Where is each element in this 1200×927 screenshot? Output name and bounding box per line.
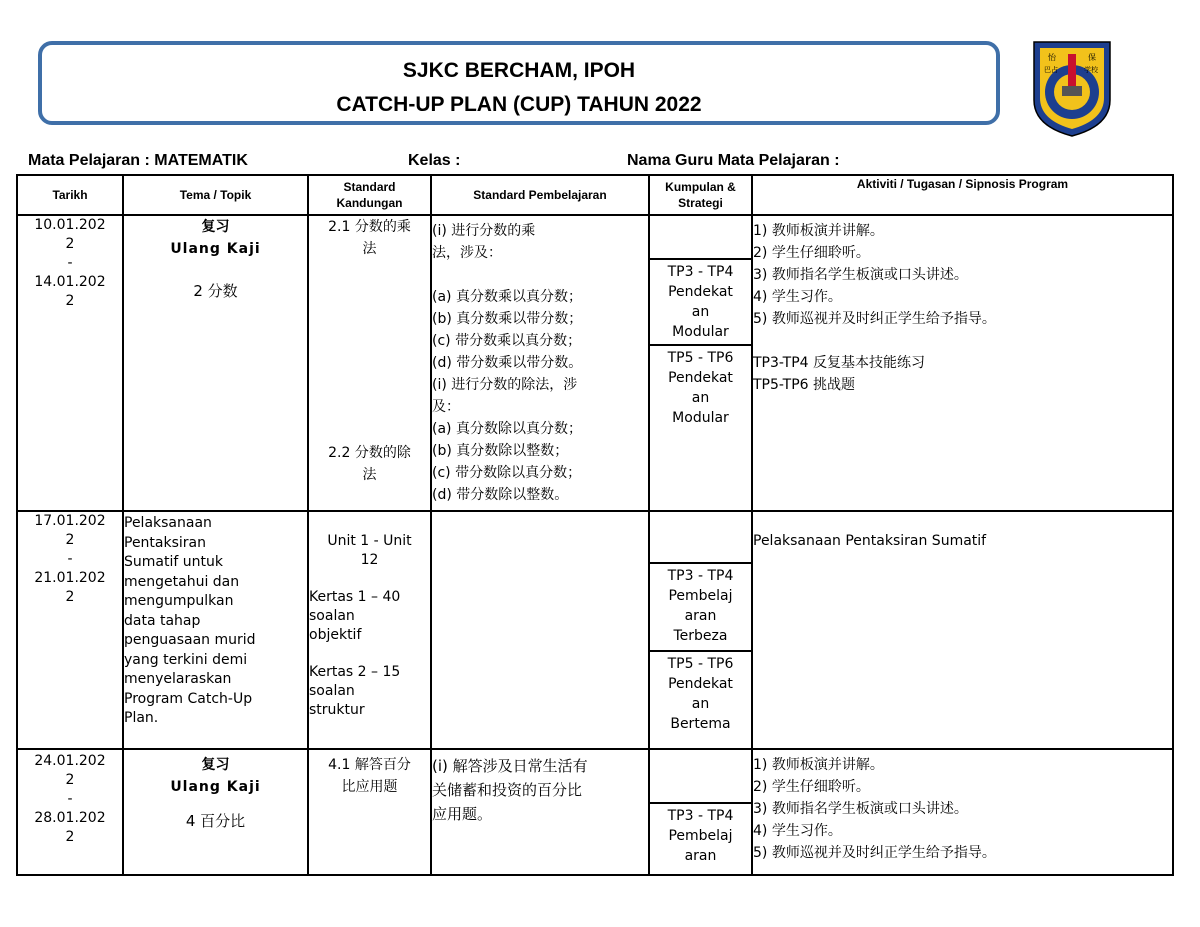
- activity-cell: 1) 教师板演并讲解。 2) 学生仔细聆听。 3) 教师指名学生板演或口头讲述。 4) 学生习作。 5) 教师巡视并及时纠正学生给予指导。: [752, 749, 1173, 875]
- topic-cn: 复习: [201, 757, 230, 773]
- svg-text:保: 保: [1088, 53, 1096, 62]
- tp-group: [650, 346, 751, 510]
- tp-range: TP3 - TP4: [667, 264, 734, 280]
- activity-cell: 1) 教师板演并讲解。 2) 学生仔细聆听。 3) 教师指名学生板演或口头讲述。 4) 学生习作。 5) 教师巡视并及时纠正学生给予指导。 TP3-TP4 反复基本技能练习 TP5-TP6 挑战题: [752, 215, 1173, 511]
- subject-label: Mata Pelajaran : MATEMATIK: [28, 152, 248, 169]
- sk-cell: 4.1 解答百分 比应用题: [308, 749, 431, 875]
- tp-strategy: Pendekat an Modular: [668, 370, 733, 426]
- sk-cell: [308, 511, 431, 749]
- tp-strategy: Pembelaj aran Terbeza: [668, 588, 733, 644]
- tp-group: [650, 564, 751, 652]
- svg-text:怡: 怡: [1048, 53, 1056, 62]
- svg-text:学校: 学校: [1084, 66, 1098, 74]
- sp-cell: (i) 解答涉及日常生活有 关储蓄和投资的百分比 应用题。: [431, 749, 649, 875]
- topic-cell: [123, 749, 308, 875]
- topic-bm: Ulang Kaji: [170, 779, 261, 795]
- topic-cell: [123, 215, 308, 511]
- kumpulan-cell: [649, 749, 752, 875]
- table-row: [17, 749, 1173, 875]
- school-name: SJKC BERCHAM, IPOH: [402, 59, 636, 82]
- sk-item: 2.2 分数的除 法: [328, 445, 411, 483]
- table-row: [17, 511, 1173, 749]
- plan-title: CATCH-UP PLAN (CUP) TAHUN 2022: [336, 93, 702, 116]
- tp-range: TP5 - TP6: [667, 656, 734, 672]
- date-cell: 10.01.202 2 - 14.01.202 2: [17, 215, 123, 511]
- lesson-plan-table: [16, 174, 1174, 876]
- sp-cell: [431, 511, 649, 749]
- school-logo-icon: [1032, 40, 1112, 138]
- sk-item: Kertas 2 – 15 soalan struktur: [309, 664, 401, 718]
- sk-cell: [308, 215, 431, 511]
- tp-range: TP3 - TP4: [667, 808, 734, 824]
- date-cell: 24.01.202 2 - 28.01.202 2: [17, 749, 123, 875]
- col-tarikh: Tarikh: [17, 175, 123, 215]
- col-aktiviti: Aktiviti / Tugasan / Sipnosis Program: [752, 175, 1173, 215]
- tp-group: [650, 260, 751, 346]
- tp-range: TP5 - TP6: [667, 350, 734, 366]
- tp-group: [650, 652, 751, 748]
- table-row: [17, 215, 1173, 511]
- sp-cell: (i) 进行分数的乘 法，涉及： (a) 真分数乘以真分数； (b) 真分数乘以带分数； (c) 带分数乘以真分数； (d) 带分数乘以带分数。 (i) 进行分数的除法，涉 及： (a) 真分数除以真分数； (b) 真分数除以整数； (c) 带分数除以真分数； (d) 带分数除以整数。: [431, 215, 649, 511]
- sk-item: 2.1 分数的乘 法: [328, 219, 411, 257]
- col-kumpulan: Kumpulan & Strategi: [649, 175, 752, 215]
- col-sp: Standard Pembelajaran: [431, 175, 649, 215]
- activity-cell: Pelaksanaan Pentaksiran Sumatif: [752, 511, 1173, 749]
- svg-text:巴占: 巴占: [1044, 66, 1058, 74]
- topic-cell: Pelaksanaan Pentaksiran Sumatif untuk mengetahui dan mengumpulkan data tahap penguasaan murid yang terkini demi menyelaraskan Program Catch-Up Plan.: [123, 511, 308, 749]
- topic-cn: 复习: [201, 219, 230, 235]
- col-sk: Standard Kandungan: [308, 175, 431, 215]
- topic-sub: 4 百分比: [185, 812, 246, 830]
- tp-strategy: Pembelaj aran: [668, 828, 733, 864]
- teacher-label: Nama Guru Mata Pelajaran :: [627, 152, 840, 169]
- sk-item: Unit 1 - Unit 12: [327, 533, 412, 568]
- title-box: [38, 41, 1000, 125]
- tp-strategy: Pendekat an Modular: [668, 284, 733, 340]
- tp-range: TP3 - TP4: [667, 568, 734, 584]
- topic-sub: 2 分数: [193, 282, 238, 300]
- class-label: Kelas :: [408, 152, 461, 169]
- tp-group: [650, 804, 751, 874]
- sk-item: Kertas 1 – 40 soalan objektif: [309, 589, 401, 643]
- date-cell: 17.01.202 2 - 21.01.202 2: [17, 511, 123, 749]
- tp-strategy: Pendekat an Bertema: [668, 676, 733, 732]
- topic-bm: Ulang Kaji: [170, 241, 261, 257]
- kumpulan-cell: [649, 215, 752, 511]
- kumpulan-cell: [649, 511, 752, 749]
- col-tema: Tema / Topik: [123, 175, 308, 215]
